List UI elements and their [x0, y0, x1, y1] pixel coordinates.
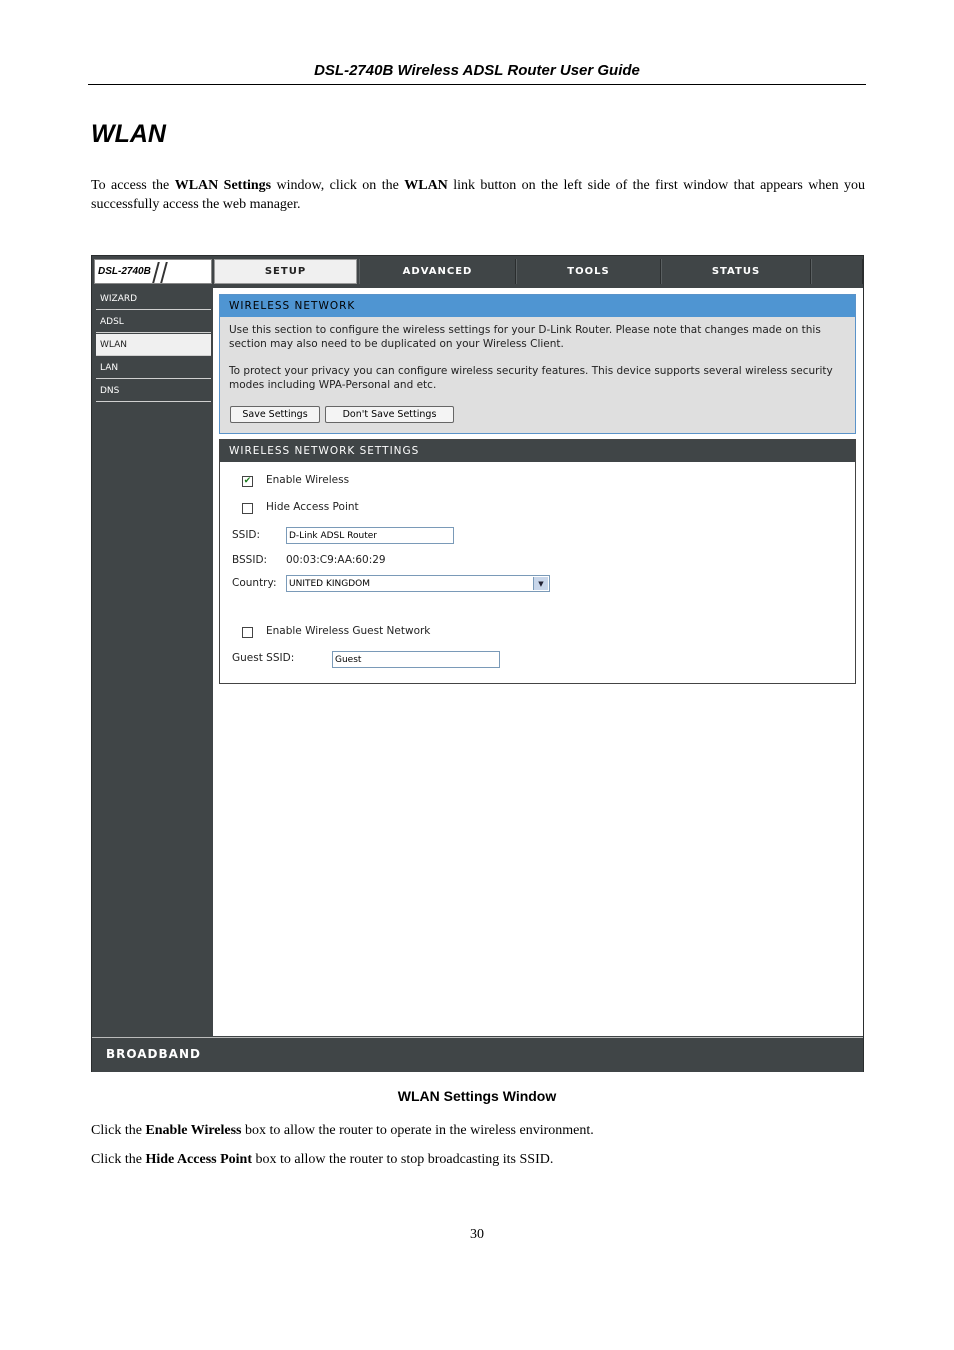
ssid-input[interactable]: D-Link ADSL Router — [286, 527, 454, 544]
intro-bold-wlan: WLAN — [404, 178, 448, 193]
guest-network-label: Enable Wireless Guest Network — [266, 625, 431, 637]
enable-wireless-checkbox[interactable] — [242, 476, 253, 487]
top-navigation-bar — [92, 256, 863, 286]
hide-access-point-checkbox[interactable] — [242, 503, 253, 514]
router-footer — [92, 1037, 863, 1072]
broadband-logo: BROADBAND — [106, 1047, 201, 1061]
para1-bold: Enable Wireless — [145, 1123, 242, 1138]
tab-advanced[interactable]: ADVANCED — [359, 259, 516, 284]
wireless-network-description: Use this section to configure the wireless settings for your D-Link Router. Please note that changes made on this section may also need to be duplicated on your Wireless Client. — [229, 324, 821, 350]
figure-caption: WLAN Settings Window — [397, 1088, 557, 1104]
ssid-label: SSID: — [232, 529, 261, 541]
tab-spacer — [811, 259, 863, 284]
para1-text-2: box to allow the router to operate in the wireless environment. — [241, 1123, 594, 1138]
logo-slash-icon — [152, 262, 160, 283]
country-select-value: UNITED KINGDOM — [289, 578, 370, 589]
hide-access-point-paragraph — [91, 1150, 553, 1169]
hide-access-point-label: Hide Access Point — [266, 501, 359, 513]
intro-paragraph — [91, 176, 865, 214]
chevron-down-icon[interactable]: ▼ — [533, 577, 548, 590]
bssid-label: BSSID: — [232, 554, 268, 566]
para2-text-1: Click the — [91, 1152, 146, 1167]
logo-text: DSL-2740B — [98, 266, 151, 277]
guest-network-checkbox[interactable] — [242, 627, 253, 638]
para2-bold: Hide Access Point — [145, 1152, 252, 1167]
sidebar-item-wlan[interactable]: WLAN — [96, 334, 211, 356]
logo-slash-icon — [160, 262, 168, 283]
save-settings-button[interactable]: Save Settings — [230, 406, 320, 423]
sidebar — [94, 288, 211, 1036]
wireless-network-panel — [219, 294, 856, 434]
guest-ssid-input[interactable]: Guest — [332, 651, 500, 668]
main-content — [213, 288, 863, 1036]
intro-text-2: window, click on the — [271, 178, 405, 193]
wireless-settings-title: WIRELESS NETWORK SETTINGS — [220, 440, 855, 462]
country-select[interactable] — [286, 575, 550, 592]
intro-text-3: link button on the left side of the first window that appears when you successfully access the web manager. — [91, 178, 866, 212]
document-header: DSL-2740B Wireless ADSL Router User Guide — [88, 62, 866, 85]
intro-bold-wlan-settings: WLAN Settings — [174, 178, 272, 193]
sidebar-item-lan[interactable]: LAN — [96, 357, 211, 379]
tab-setup[interactable]: SETUP — [214, 259, 357, 284]
para2-text-2: box to allow the router to stop broadcasting its SSID. — [251, 1152, 554, 1167]
sidebar-item-wizard[interactable]: WIZARD — [96, 288, 211, 310]
page-number: 30 — [470, 1227, 484, 1242]
wireless-network-title: WIRELESS NETWORK — [220, 295, 855, 317]
sidebar-item-dns[interactable]: DNS — [96, 380, 211, 402]
sidebar-item-adsl[interactable]: ADSL — [96, 311, 211, 333]
dont-save-settings-button[interactable]: Don't Save Settings — [325, 406, 454, 423]
country-label: Country: — [232, 577, 277, 589]
check-icon: ✔ — [243, 476, 252, 486]
wireless-security-description: To protect your privacy you can configure wireless security features. This device supports several wireless security modes including WPA-Personal and etc. — [229, 365, 833, 391]
enable-wireless-paragraph — [91, 1121, 594, 1140]
section-title: WLAN — [91, 120, 166, 148]
tab-tools[interactable]: TOOLS — [516, 259, 661, 284]
enable-wireless-label: Enable Wireless — [266, 474, 350, 486]
guest-ssid-label: Guest SSID: — [232, 652, 295, 664]
wireless-network-settings-panel — [219, 439, 856, 684]
router-logo — [94, 259, 212, 284]
router-screenshot — [91, 255, 864, 1072]
bssid-value: 00:03:C9:AA:60:29 — [286, 554, 386, 566]
tab-status[interactable]: STATUS — [661, 259, 811, 284]
para1-text-1: Click the — [91, 1123, 146, 1138]
intro-text-1: To access the — [91, 178, 175, 193]
